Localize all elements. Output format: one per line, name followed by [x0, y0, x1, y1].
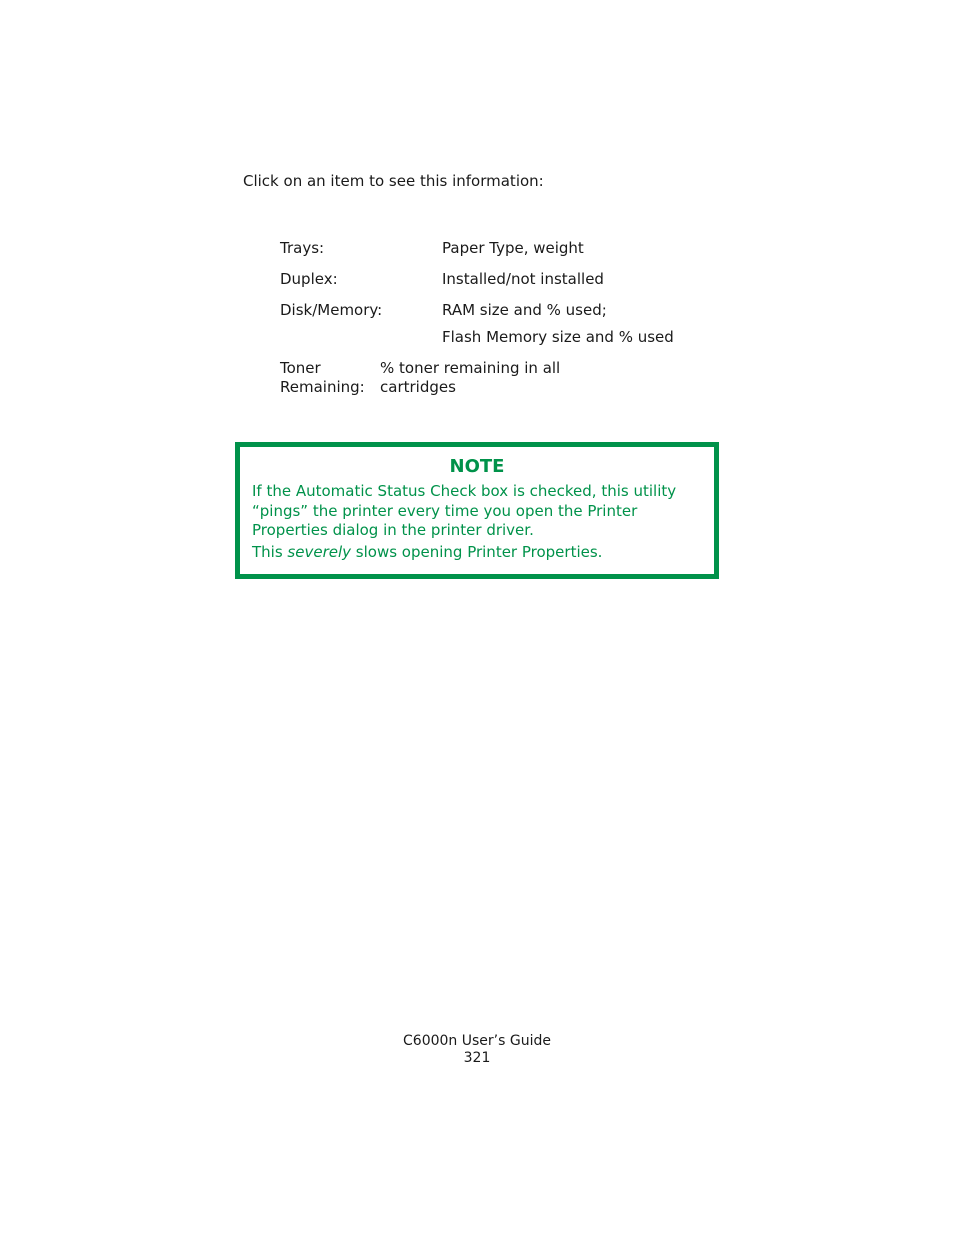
- info-label: Trays:: [280, 239, 325, 257]
- info-row-duplex[interactable]: [280, 270, 720, 289]
- guide-title: C6000n User’s Guide: [403, 1033, 551, 1049]
- info-label: Toner Remaining:: [280, 359, 365, 396]
- note-emphasis: severely: [287, 542, 352, 561]
- note-text: This: [252, 542, 288, 561]
- note-paragraph: [252, 543, 702, 563]
- page-footer: [0, 1033, 954, 1067]
- info-value-line: Flash Memory size and % used: [442, 328, 674, 346]
- info-value: [442, 301, 720, 347]
- note-box: [235, 442, 719, 579]
- info-row-toner-remaining[interactable]: [280, 359, 720, 397]
- info-value-line: Installed/not installed: [442, 270, 604, 288]
- info-row-disk-memory[interactable]: [280, 301, 720, 347]
- note-body: [252, 482, 702, 562]
- info-value: [442, 239, 720, 258]
- note-title: NOTE: [449, 456, 505, 477]
- page-number: 321: [463, 1050, 491, 1066]
- info-value-line: Paper Type, weight: [442, 239, 584, 257]
- info-value: [380, 359, 590, 397]
- info-value-line: % toner remaining in all cartridges: [380, 359, 561, 396]
- info-value: [442, 270, 720, 289]
- info-value-line: RAM size and % used;: [442, 301, 607, 319]
- info-row-trays[interactable]: [280, 239, 720, 258]
- info-table: [280, 239, 720, 409]
- note-paragraph: If the Automatic Status Check box is checked, this utility “pings” the printer every time you open the Printer Properties dialog in the printer driver.: [252, 482, 677, 539]
- info-label: Disk/Memory:: [280, 301, 383, 319]
- note-text: slows opening Printer Properties.: [351, 542, 603, 561]
- info-label: Duplex:: [280, 270, 338, 288]
- intro-text: Click on an item to see this information:: [243, 172, 544, 190]
